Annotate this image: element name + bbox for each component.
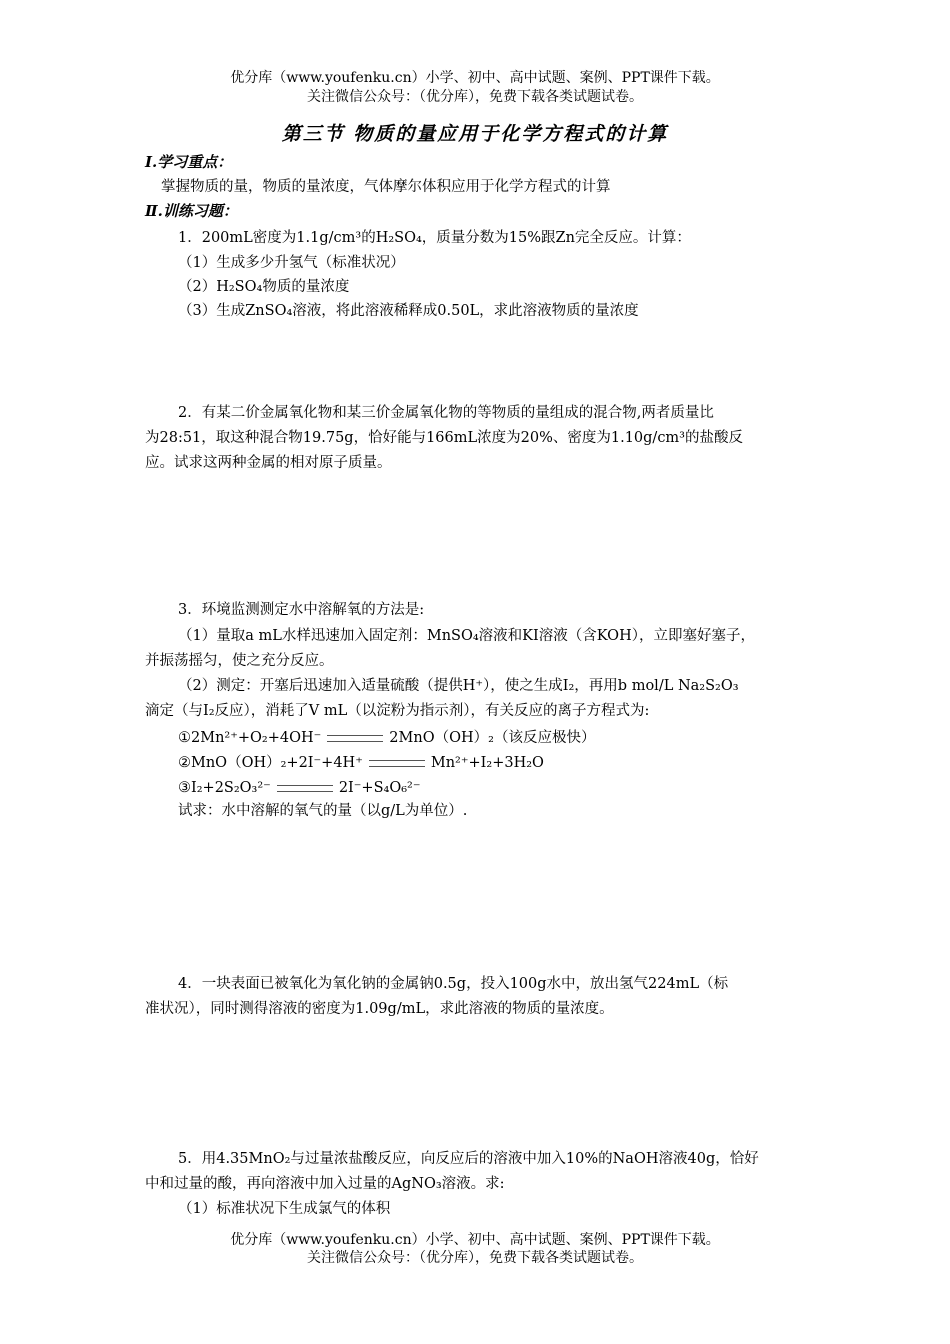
footer-line-2: 关注微信公众号：（优分库），免费下载各类试题试卷。	[307, 1250, 643, 1266]
equals-sign-icon	[369, 760, 425, 767]
q2-line-2: 为28:51，取这种混合物19.75g，恰好能与166mL浓度为20%、密度为1.10g/cm³的盐酸反	[145, 430, 743, 446]
section-2-heading: Ⅱ.训练习题：	[145, 202, 238, 220]
q5-line-2: 中和过量的酸，再向溶液中加入过量的AgNO₃溶液。求:	[145, 1176, 505, 1192]
section-1-heading: Ⅰ.学习重点：	[145, 153, 233, 171]
equation-1-products: 2MnO（OH）₂（该反应极快）	[389, 730, 596, 746]
header-line-1: 优分库（www.youfenku.cn）小学、初中、高中试题、案例、PPT课件下载。	[230, 70, 720, 86]
q3-equation-2	[178, 753, 544, 773]
q3-step-1b: 并振荡摇匀，使之充分反应。	[145, 653, 334, 669]
page-title: 第三节 物质的量应用于化学方程式的计算	[281, 123, 669, 145]
q1-part-3: （3）生成ZnSO₄溶液，将此溶液稀释成0.50L，求此溶液物质的量浓度	[178, 303, 639, 319]
equation-3-products: 2I⁻+S₄O₆²⁻	[338, 780, 421, 796]
q1-stem: 1．200mL密度为1.1g/cm³的H₂SO₄，质量分数为15%跟Zn完全反应。计算：	[178, 230, 691, 246]
equals-sign-icon	[277, 785, 333, 792]
q2-line-1: 2．有某二价金属氧化物和某三价金属氧化物的等物质的量组成的混合物,两者质量比	[178, 405, 714, 421]
footer-line-1: 优分库（www.youfenku.cn）小学、初中、高中试题、案例、PPT课件下载。	[230, 1232, 720, 1248]
q4-line-2: 准状况），同时测得溶液的密度为1.09g/mL，求此溶液的物质的量浓度。	[145, 1001, 614, 1017]
equation-3-reactants: ③I₂+2S₂O₃²⁻	[178, 780, 271, 796]
q5-part-1: （1）标准状况下生成氯气的体积	[178, 1201, 391, 1217]
q1-part-2: （2）H₂SO₄物质的量浓度	[178, 279, 350, 295]
q2-line-3: 应。试求这两种金属的相对原子质量。	[145, 455, 392, 471]
q1-part-1: （1）生成多少升氢气（标准状况）	[178, 255, 405, 271]
q4-line-1: 4．一块表面已被氧化为氧化钠的金属钠0.5g，投入100g水中，放出氢气224mL（标	[178, 976, 729, 992]
q3-stem: 3．环境监测测定水中溶解氧的方法是:	[178, 602, 425, 618]
q3-equation-3	[178, 778, 421, 798]
section-1-text: 掌握物质的量，物质的量浓度，气体摩尔体积应用于化学方程式的计算	[161, 179, 611, 195]
equation-2-reactants: ②MnO（OH）₂+2I⁻+4H⁺	[178, 755, 363, 771]
q5-line-1: 5．用4.35MnO₂与过量浓盐酸反应，向反应后的溶液中加入10%的NaOH溶液40g，恰好	[178, 1151, 759, 1167]
equation-1-reactants: ①2Mn²⁺+O₂+4OH⁻	[178, 730, 322, 746]
header-line-2: 关注微信公众号：（优分库），免费下载各类试题试卷。	[307, 89, 643, 105]
q3-step-2b: 滴定（与I₂反应），消耗了V mL（以淀粉为指示剂），有关反应的离子方程式为:	[145, 703, 650, 719]
equation-2-products: Mn²⁺+I₂+3H₂O	[430, 755, 544, 771]
equals-sign-icon	[327, 735, 383, 742]
q3-ask: 试求：水中溶解的氧气的量（以g/L为单位）.	[178, 803, 468, 819]
q3-equation-1	[178, 728, 595, 748]
q3-step-2a: （2）测定：开塞后迅速加入适量硫酸（提供H⁺），使之生成I₂，再用b mol/L Na₂S₂O₃	[178, 678, 739, 694]
q3-step-1a: （1）量取a mL水样迅速加入固定剂：MnSO₄溶液和KI溶液（含KOH），立即塞好塞子，	[178, 628, 755, 644]
